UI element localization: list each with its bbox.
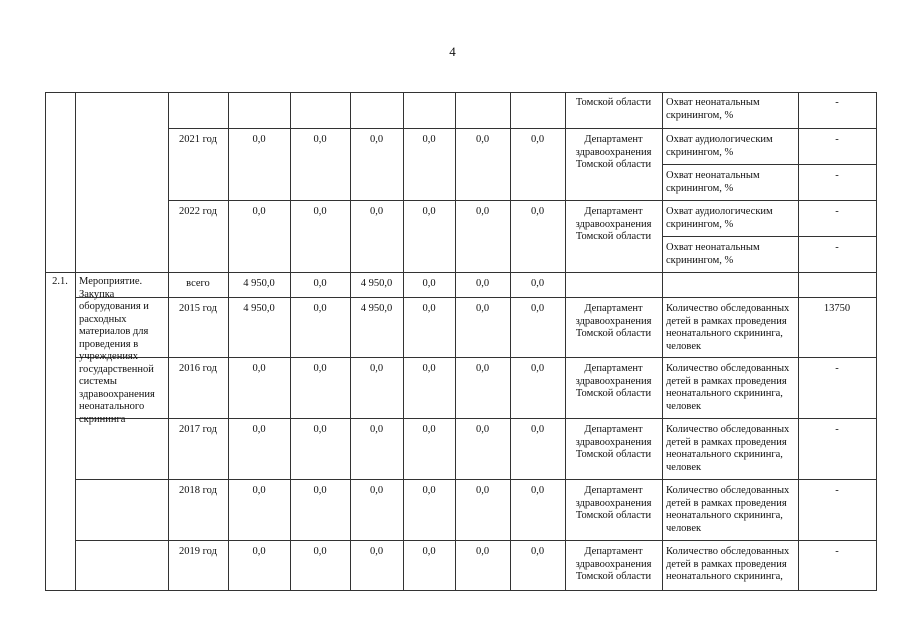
indicator-value: -	[835, 363, 839, 374]
indicator-value: -	[835, 546, 839, 557]
indicator-divider	[662, 236, 877, 237]
value-cell: 0,0	[422, 206, 436, 217]
column-divider	[350, 92, 351, 590]
value-cell: 0,0	[422, 278, 436, 289]
value-cell: 0,0	[252, 363, 266, 374]
value-cell: 0,0	[530, 134, 545, 145]
value-cell: 0,0	[422, 485, 436, 496]
column-divider	[510, 92, 511, 590]
value-cell: 0,0	[369, 424, 384, 435]
table-border-left	[45, 92, 46, 590]
value-cell: 0,0	[313, 485, 327, 496]
value-cell: 0,0	[530, 206, 545, 217]
value-cell: 0,0	[313, 134, 327, 145]
value-cell: 0,0	[530, 424, 545, 435]
event-description: Мероприятие. Закупка оборудования и расходных материалов для проведения в учреждениях государственной системы здравоохранения неонатального скрининга	[79, 276, 155, 425]
value-cell: 0,0	[313, 363, 327, 374]
value-cell: 4 950,0	[360, 278, 393, 289]
value-cell: 0,0	[422, 134, 436, 145]
value-cell: 0,0	[530, 278, 545, 289]
value-cell: 0,0	[422, 363, 436, 374]
indicator-text: Охват аудиологическим скринингом, %	[666, 134, 773, 158]
column-divider	[455, 92, 456, 590]
period-cell: 2019 год	[179, 546, 217, 557]
row-divider	[168, 200, 877, 201]
period-cell: 2016 год	[179, 363, 217, 374]
row-divider	[45, 272, 877, 273]
column-divider	[565, 92, 566, 590]
value-cell: 0,0	[313, 278, 327, 289]
value-cell: 0,0	[313, 424, 327, 435]
indicator-text: Количество обследованных детей в рамках проведения неонатального скрининга, человек	[666, 363, 790, 412]
indicator-text: Охват неонатальным скринингом, %	[666, 242, 760, 266]
column-divider	[228, 92, 229, 590]
indicator-text: Количество обследованных детей в рамках проведения неонатального скрининга, человек	[666, 424, 790, 473]
period-cell: всего	[186, 278, 210, 289]
indicator-value: -	[835, 485, 839, 496]
value-cell: 0,0	[475, 278, 490, 289]
column-divider	[290, 92, 291, 590]
executor-cell: Департамент здравоохранения Томской области	[575, 546, 652, 582]
value-cell: 0,0	[475, 424, 490, 435]
executor-cell: Департамент здравоохранения Томской области	[575, 303, 652, 339]
indicator-text: Количество обследованных детей в рамках проведения неонатального скрининга, человек	[666, 485, 790, 534]
value-cell: 0,0	[369, 485, 384, 496]
table-border-top	[45, 92, 877, 93]
indicator-value: -	[835, 206, 839, 217]
indicator-text: Количество обследованных детей в рамках проведения неонатального скрининга, человек	[666, 303, 790, 352]
value-cell: 0,0	[475, 546, 490, 557]
indicator-value: 13750	[823, 303, 851, 314]
row-divider	[168, 128, 877, 129]
value-cell: 0,0	[252, 134, 266, 145]
value-cell: 0,0	[475, 485, 490, 496]
indicator-value: -	[835, 134, 839, 145]
value-cell: 0,0	[475, 303, 490, 314]
value-cell: 0,0	[530, 303, 545, 314]
value-cell: 0,0	[313, 546, 327, 557]
period-cell: 2018 год	[179, 485, 217, 496]
column-divider	[168, 92, 169, 590]
indicator-text: Количество обследованных детей в рамках проведения неонатального скрининга,	[666, 546, 790, 582]
indicator-value: -	[835, 424, 839, 435]
period-cell: 2022 год	[179, 206, 217, 217]
column-divider	[75, 92, 76, 590]
indicator-divider	[662, 164, 877, 165]
value-cell: 0,0	[313, 206, 327, 217]
value-cell: 0,0	[369, 206, 384, 217]
value-cell: 0,0	[475, 363, 490, 374]
value-cell: 0,0	[530, 546, 545, 557]
value-cell: 0,0	[252, 485, 266, 496]
indicator-text: Охват неонатальным скринингом, %	[666, 97, 760, 121]
indicator-text: Охват аудиологическим скринингом, %	[666, 206, 773, 230]
value-cell: 0,0	[422, 546, 436, 557]
period-cell: 2017 год	[179, 424, 217, 435]
value-cell: 0,0	[475, 134, 490, 145]
value-cell: 0,0	[252, 206, 266, 217]
column-divider	[403, 92, 404, 590]
column-divider	[876, 92, 877, 590]
value-cell: 0,0	[369, 134, 384, 145]
indicator-value: -	[835, 170, 839, 181]
row-divider	[75, 357, 877, 358]
value-cell: 0,0	[530, 363, 545, 374]
column-divider	[662, 92, 663, 590]
value-cell: 0,0	[369, 363, 384, 374]
row-divider	[75, 297, 877, 298]
row-number: 2.1.	[52, 276, 68, 287]
period-cell: 2021 год	[179, 134, 217, 145]
indicator-value: -	[835, 97, 839, 108]
executor-cell: Департамент здравоохранения Томской области	[575, 363, 652, 399]
value-cell: 0,0	[313, 303, 327, 314]
value-cell: 4 950,0	[243, 303, 275, 314]
table-border-bottom	[45, 590, 877, 591]
row-divider	[75, 479, 877, 480]
indicator-text: Охват неонатальным скринингом, %	[666, 170, 760, 194]
value-cell: 4 950,0	[360, 303, 393, 314]
value-cell: 0,0	[252, 546, 266, 557]
row-divider	[75, 418, 877, 419]
value-cell: 0,0	[530, 485, 545, 496]
value-cell: 0,0	[475, 206, 490, 217]
indicator-value: -	[835, 242, 839, 253]
value-cell: 0,0	[369, 546, 384, 557]
executor-cell: Департамент здравоохранения Томской области	[575, 485, 652, 521]
value-cell: 4 950,0	[243, 278, 275, 289]
row-divider	[75, 540, 877, 541]
value-cell: 0,0	[422, 424, 436, 435]
column-divider	[798, 92, 799, 590]
page-number: 4	[449, 44, 456, 59]
value-cell: 0,0	[422, 303, 436, 314]
executor-cell: Департамент здравоохранения Томской области	[575, 134, 652, 170]
executor-cell: Томской области	[575, 97, 652, 108]
value-cell: 0,0	[252, 424, 266, 435]
period-cell: 2015 год	[179, 303, 217, 314]
executor-cell: Департамент здравоохранения Томской области	[575, 206, 652, 242]
executor-cell: Департамент здравоохранения Томской области	[575, 424, 652, 460]
